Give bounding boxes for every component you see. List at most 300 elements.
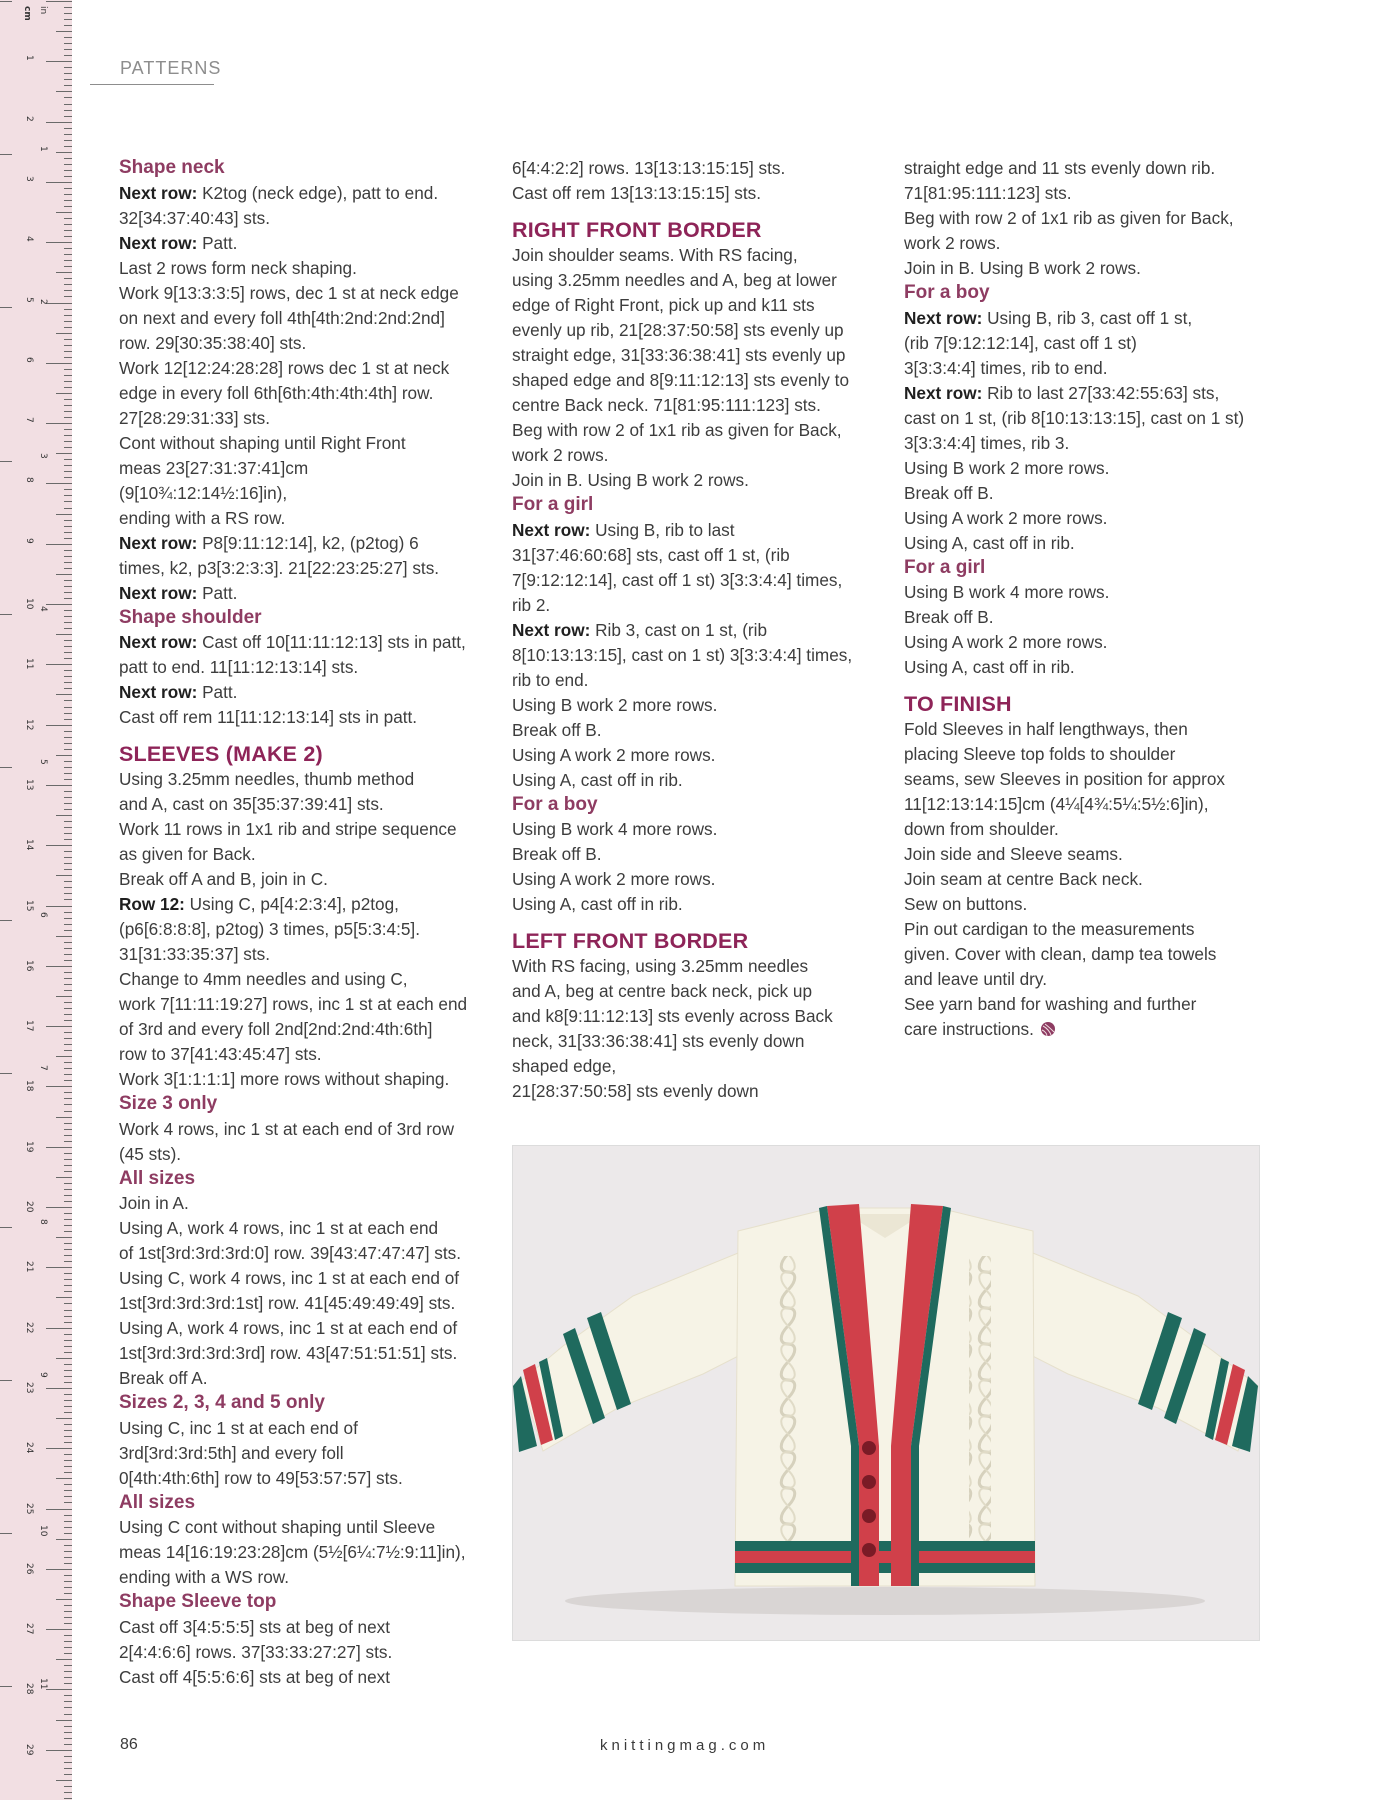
ruler-tick: [64, 568, 72, 569]
pattern-line: and leave until dry.: [904, 969, 1047, 989]
ruler-tick: [46, 604, 72, 605]
pattern-line: Using 3.25mm needles, thumb method: [119, 769, 415, 789]
row-instruction: Patt.: [197, 582, 238, 603]
ruler-tick: [64, 598, 72, 599]
ruler-tick: [64, 1008, 72, 1009]
text-column-2: [512, 156, 874, 1104]
ruler-tick: [64, 1153, 72, 1154]
ruler-tick: [64, 140, 72, 141]
pattern-line: 1st[3rd:3rd:3rd:1st] row. 41[45:49:49:49] sts.: [119, 1293, 456, 1313]
pattern-line: and A, beg at centre back neck, pick up: [512, 981, 813, 1001]
ruler-cm-label: 23: [24, 1381, 34, 1394]
pattern-line-with-label: [119, 531, 481, 556]
ruler-cm-label: 4: [24, 236, 34, 242]
ruler-tick: [64, 266, 72, 267]
ruler-tick: [64, 719, 72, 720]
ruler-tick: [64, 49, 72, 50]
pattern-line: Work 9[13:3:3:5] rows, dec 1 st at neck edge: [119, 282, 459, 303]
ruler-tick: [46, 1267, 72, 1268]
ruler-tick: [64, 1020, 72, 1021]
ruler-inch-tick: [0, 1, 12, 2]
pattern-line: Cast off 3[4:5:5:5] sts at beg of next: [119, 1616, 391, 1637]
pattern-line: Using C cont without shaping until Sleeve: [119, 1517, 436, 1537]
ruler-tick: [64, 1303, 72, 1304]
ruler-tick: [64, 1080, 72, 1081]
ruler-tick: [64, 688, 72, 689]
ruler-tick: [64, 1098, 72, 1099]
ruler-tick: [64, 1454, 72, 1455]
ruler-tick: [64, 713, 72, 714]
row-instruction: Using B, rib to last: [590, 519, 735, 540]
ruler-tick: [64, 1014, 72, 1015]
pattern-line: Join side and Sleeve seams.: [904, 844, 1123, 864]
subheading: Size 3 only: [119, 1093, 218, 1114]
ruler-tick: [64, 586, 72, 587]
row-label: Next row:: [119, 532, 198, 553]
ruler-tick: [46, 1448, 72, 1449]
pattern-line: ending with a WS row.: [119, 1567, 290, 1587]
ruler-tick: [64, 670, 72, 671]
text-column-1: [119, 156, 481, 1690]
ruler-tick: [56, 1720, 72, 1721]
ruler-tick: [64, 13, 72, 14]
pattern-line: placing Sleeve top folds to shoulder: [904, 744, 1176, 764]
ruler-inch-tick: [0, 614, 12, 615]
ruler-tick: [64, 893, 72, 894]
pattern-line: (rib 7[9:12:12:14], cast off 1 st): [904, 332, 1137, 353]
pattern-line: Fold Sleeves in half lengthways, then: [904, 719, 1188, 739]
ruler-cm-label: 13: [24, 778, 34, 791]
ruler-tick: [64, 869, 72, 870]
ruler-tick: [64, 459, 72, 460]
row-instruction: Patt.: [197, 232, 238, 253]
ruler-tick: [64, 658, 72, 659]
ruler-tick: [56, 1780, 72, 1781]
ruler-tick: [46, 423, 72, 424]
pattern-line: 0[4th:4th:6th] row to 49[53:57:57] sts.: [119, 1467, 403, 1488]
ruler-tick: [64, 1376, 72, 1377]
section-heading: LEFT FRONT BORDER: [512, 929, 749, 953]
ruler-inch-label: 5: [38, 759, 48, 765]
ruler-tick: [64, 1219, 72, 1220]
ruler-cm-label: 26: [24, 1562, 34, 1575]
ruler-tick: [64, 1062, 72, 1063]
ruler-cm-label: 10: [24, 598, 34, 610]
ruler-tick: [64, 236, 72, 237]
ruler-tick: [64, 1032, 72, 1033]
ruler-tick: [56, 875, 72, 876]
ruler-inch-label: 2: [38, 299, 48, 306]
pattern-line: row to 37[41:43:45:47] sts.: [119, 1044, 322, 1064]
ruler-tick: [64, 743, 72, 744]
ruler-tick: [56, 91, 72, 92]
pattern-line: Sew on buttons.: [904, 894, 1028, 914]
ruler-tick: [64, 682, 72, 683]
pattern-line-with-label: [904, 306, 1266, 331]
ruler-tick: [64, 1756, 72, 1757]
ruler-tick: [64, 339, 72, 340]
ruler-tick: [64, 731, 72, 732]
ruler-cm-label: 12: [24, 718, 34, 731]
pattern-line: seams, sew Sleeves in position for approx: [904, 769, 1225, 789]
ruler-tick: [64, 773, 72, 774]
pattern-line: Using A, cast off in rib.: [512, 894, 683, 914]
ruler-tick: [64, 1527, 72, 1528]
ruler-tick: [64, 1424, 72, 1425]
ruler-tick: [64, 1316, 72, 1317]
ruler-tick: [64, 1551, 72, 1552]
ruler-tick: [64, 1201, 72, 1202]
pattern-line: Join shoulder seams. With RS facing,: [512, 245, 798, 265]
ruler-tick: [64, 489, 72, 490]
ruler-tick: [46, 363, 72, 364]
ruler-tick: [64, 1738, 72, 1739]
row-instruction: Rib 3, cast on 1 st, (rib: [590, 619, 768, 640]
pattern-line: centre Back neck. 71[81:95:111:123] sts.: [512, 395, 821, 415]
ruler-tick: [64, 1400, 72, 1401]
pattern-line: 2[4:4:6:6] rows. 37[33:33:27:27] sts.: [119, 1641, 393, 1662]
pattern-line: Break off A.: [119, 1368, 208, 1388]
pattern-line: Cast off 4[5:5:6:6] sts at beg of next: [119, 1666, 391, 1687]
measuring-ruler: [0, 0, 72, 1800]
ruler-cm-label: 7: [24, 417, 34, 423]
ruler-tick: [64, 1786, 72, 1787]
ruler-tick: [56, 815, 72, 816]
ruler-cm-label: 20: [24, 1201, 34, 1213]
ruler-tick: [64, 737, 72, 738]
ruler-tick: [64, 230, 72, 231]
ruler-tick: [64, 676, 72, 677]
pattern-line: Using A, cast off in rib.: [904, 532, 1075, 553]
ruler-tick: [64, 700, 72, 701]
pattern-line: straight edge and 11 sts evenly down rib.: [904, 158, 1216, 178]
ruler-inch-label: 7: [38, 1065, 48, 1072]
ruler-tick: [64, 918, 72, 919]
pattern-line: Work 12[12:24:28:28] rows dec 1 st at neck: [119, 357, 450, 378]
button-4: [862, 1543, 876, 1557]
ruler-tick: [64, 1002, 72, 1003]
ruler-tick: [56, 1297, 72, 1298]
ruler-tick: [64, 1575, 72, 1576]
button-3: [862, 1509, 876, 1523]
ruler-tick: [64, 652, 72, 653]
ruler-tick: [56, 333, 72, 334]
ruler-cm-label: 8: [24, 477, 34, 484]
ruler-cm-label: 11: [24, 658, 34, 670]
ruler-tick: [64, 1370, 72, 1371]
ruler-tick: [64, 1563, 72, 1564]
ruler-tick: [64, 954, 72, 955]
ruler-tick: [64, 1322, 72, 1323]
ruler-tick: [64, 1255, 72, 1256]
ruler-tick: [64, 387, 72, 388]
ruler-tick: [46, 61, 72, 62]
ruler-inch-label: 9: [38, 1371, 48, 1378]
pattern-line: and k8[9:11:12:13] sts evenly across Back: [512, 1006, 833, 1026]
ruler-tick: [46, 303, 72, 304]
ruler-cm-label: 17: [24, 1020, 34, 1032]
ruler-cm-label: 19: [24, 1140, 34, 1153]
ruler-cm-label: 9: [24, 537, 34, 544]
ruler-tick: [64, 1533, 72, 1534]
subheading: Shape Sleeve top: [119, 1591, 277, 1612]
ruler-tick: [64, 315, 72, 316]
pattern-line: meas 14[16:19:23:28]cm (5½[6¼:7½:9:11]in),: [119, 1542, 466, 1562]
ruler-tick: [64, 1171, 72, 1172]
ruler-tick: [64, 1605, 72, 1606]
ruler-cm-label: 21: [24, 1261, 34, 1273]
ruler-tick: [46, 242, 72, 243]
pattern-line: Break off A and B, join in C.: [119, 869, 328, 889]
ruler-tick: [64, 556, 72, 557]
ruler-tick: [64, 526, 72, 527]
subheading: For a girl: [904, 556, 986, 578]
subheading: All sizes: [119, 1167, 196, 1189]
ruler-inch-tick: [0, 767, 12, 768]
ruler-tick: [64, 508, 72, 509]
ruler-tick: [64, 1683, 72, 1684]
ruler-inch-tick: [0, 1533, 12, 1534]
section-heading: SLEEVES (MAKE 2): [119, 742, 323, 766]
section-heading: TO FINISH: [904, 692, 1012, 716]
ruler-inch-tick: [0, 1073, 12, 1074]
ruler-tick: [64, 562, 72, 563]
ruler-tick: [64, 1545, 72, 1546]
pattern-line: Break off B.: [904, 482, 994, 503]
ruler-tick: [64, 1340, 72, 1341]
pattern-line: Cont without shaping until Right Front: [119, 432, 406, 453]
pattern-line: 8[10:13:13:15], cast on 1 st) 3[3:3:4:4] times,: [512, 644, 853, 665]
pattern-line: shaped edge,: [512, 1056, 617, 1076]
site-url: knittingmag.com: [600, 1737, 770, 1754]
ruler-tick: [46, 1569, 72, 1570]
ruler-tick: [64, 791, 72, 792]
ruler-tick: [64, 158, 72, 159]
ruler-tick: [64, 1285, 72, 1286]
subheading: All sizes: [119, 1491, 196, 1513]
ruler-tick: [64, 1038, 72, 1039]
ruler-tick: [64, 803, 72, 804]
ruler-tick: [64, 369, 72, 370]
section-label: PATTERNS: [120, 58, 222, 78]
ruler-tick: [64, 972, 72, 973]
ruler-tick: [64, 435, 72, 436]
ruler-tick: [64, 1382, 72, 1383]
ruler-tick: [64, 1334, 72, 1335]
ruler-tick: [56, 755, 72, 756]
ruler-tick: [46, 1328, 72, 1329]
ruler-tick: [64, 924, 72, 925]
ruler-tick: [46, 906, 72, 907]
ruler-tick: [64, 1165, 72, 1166]
ruler-tick: [64, 1195, 72, 1196]
row-instruction: Using C, p4[4:2:3:4], p2tog,: [184, 894, 399, 914]
ruler-tick: [64, 839, 72, 840]
ruler-tick: [64, 1732, 72, 1733]
pattern-line: using 3.25mm needles and A, beg at lower: [512, 270, 837, 290]
pattern-line: Using A work 2 more rows.: [904, 632, 1108, 652]
ruler-tick: [56, 634, 72, 635]
pattern-line-with-label: [119, 680, 481, 705]
ruler-tick: [64, 1466, 72, 1467]
ruler-tick: [64, 749, 72, 750]
ruler-tick: [64, 1231, 72, 1232]
pattern-line: Cast off rem 13[13:13:15:15] sts.: [512, 183, 762, 203]
ruler-tick: [64, 19, 72, 20]
pattern-line: neck, 31[33:36:38:41] sts evenly down: [512, 1031, 805, 1051]
pattern-line: Using A work 2 more rows.: [904, 507, 1108, 528]
ruler-tick: [64, 25, 72, 26]
ruler-tick: [64, 1587, 72, 1588]
button-2: [862, 1475, 876, 1489]
subheading: Sizes 2, 3, 4 and 5 only: [119, 1392, 325, 1413]
pattern-line: With RS facing, using 3.25mm needles: [512, 956, 809, 976]
ruler-cm-label: 5: [24, 296, 34, 303]
ruler-cm-label: 2: [24, 115, 34, 122]
pattern-line-with-label: [119, 231, 481, 256]
ruler-tick: [64, 381, 72, 382]
pattern-line: Using A, work 4 rows, inc 1 st at each end of: [119, 1318, 458, 1338]
ruler-tick: [64, 260, 72, 261]
pattern-line: Change to 4mm needles and using C,: [119, 969, 408, 989]
pattern-line: edge in every foll 6th[6th:4th:4th:4th] row.: [119, 382, 434, 403]
ruler-tick: [64, 43, 72, 44]
pattern-line: Work 11 rows in 1x1 rib and stripe sequence: [119, 819, 457, 839]
ruler-cm-label: 1: [24, 55, 34, 62]
ruler-inch-tick: [0, 920, 12, 921]
ruler-tick: [64, 1647, 72, 1648]
ruler-tick: [64, 1092, 72, 1093]
pattern-line: work 7[11:11:19:27] rows, inc 1 st at each end: [119, 994, 468, 1014]
ruler-tick: [64, 1635, 72, 1636]
pattern-line: Using C, work 4 rows, inc 1 st at each end of: [119, 1268, 460, 1288]
ruler-tick: [64, 1261, 72, 1262]
pattern-line: given. Cover with clean, damp tea towels: [904, 944, 1217, 964]
pattern-line: Join in B. Using B work 2 rows.: [904, 258, 1141, 278]
ruler-tick: [56, 453, 72, 454]
ruler-tick: [64, 97, 72, 98]
ruler-tick: [56, 1237, 72, 1238]
ruler-tick: [64, 550, 72, 551]
section-divider: [90, 84, 214, 85]
pattern-line: work 2 rows.: [512, 445, 609, 465]
ruler-tick: [64, 1502, 72, 1503]
ruler-tick: [64, 1249, 72, 1250]
ruler-tick: [64, 1701, 72, 1702]
ruler-tick: [64, 218, 72, 219]
ruler-tick: [64, 194, 72, 195]
ruler-tick: [46, 1147, 72, 1148]
pattern-line: 31[31:33:35:37] sts.: [119, 944, 270, 964]
pattern-line: Join seam at centre Back neck.: [904, 869, 1143, 889]
ruler-tick: [64, 1472, 72, 1473]
ruler-tick: [64, 248, 72, 249]
ruler-tick: [46, 966, 72, 967]
ruler-tick: [56, 1358, 72, 1359]
subheading: Shape shoulder: [119, 606, 262, 628]
ruler-tick: [64, 1726, 72, 1727]
pattern-line: Using A work 2 more rows.: [512, 744, 716, 765]
ruler-tick: [64, 881, 72, 882]
pattern-line-with-label: [512, 518, 874, 543]
ruler-tick: [64, 411, 72, 412]
ruler-tick: [64, 206, 72, 207]
ruler-tick: [64, 290, 72, 291]
ruler-tick: [64, 948, 72, 949]
pattern-line-with-label: [904, 381, 1266, 406]
ruler-tick: [64, 1310, 72, 1311]
ruler-tick: [64, 1714, 72, 1715]
pattern-line: 3[3:3:4:4] times, rib to end.: [904, 357, 1108, 378]
ruler-tick: [64, 79, 72, 80]
ruler-inch-tick: [0, 307, 12, 308]
ruler-tick: [46, 544, 72, 545]
ruler-tick: [64, 1135, 72, 1136]
row-label: Next row:: [119, 682, 198, 702]
ruler-tick: [64, 592, 72, 593]
pattern-line: Using A, cast off in rib.: [904, 657, 1075, 677]
ruler-tick: [64, 465, 72, 466]
ruler-tick: [64, 580, 72, 581]
ruler-tick: [56, 694, 72, 695]
ruler-tick: [64, 1129, 72, 1130]
pattern-line: meas 23[27:31:37:41]cm (9[10¾:12:14½:16]in),: [119, 457, 309, 503]
ruler-tick: [64, 495, 72, 496]
pattern-line: Break off B.: [512, 844, 602, 864]
ruler-tick: [56, 1418, 72, 1419]
ruler-tick: [56, 936, 72, 937]
ruler-tick: [64, 1671, 72, 1672]
ruler-cm-label: 22: [24, 1321, 34, 1334]
ruler-tick: [56, 272, 72, 273]
ruler-tick: [64, 441, 72, 442]
ruler-cm-label: 6: [24, 356, 34, 363]
pattern-line: Last 2 rows form neck shaping.: [119, 257, 357, 278]
ruler-tick: [64, 532, 72, 533]
ruler-tick: [64, 309, 72, 310]
row-instruction: K2tog (neck edge), patt to end.: [197, 182, 439, 203]
ruler-inch-tick: [0, 1227, 12, 1228]
ruler-tick: [64, 1695, 72, 1696]
text-column-3: [904, 156, 1266, 1042]
ruler-tick: [64, 1243, 72, 1244]
pattern-line: edge of Right Front, pick up and k11 sts: [512, 295, 815, 315]
ruler-tick: [64, 278, 72, 279]
ruler-tick: [64, 357, 72, 358]
row-label: Next row:: [119, 632, 198, 652]
pattern-line: evenly up rib, 21[28:37:50:58] sts evenly up: [512, 320, 844, 340]
ruler-tick: [64, 1623, 72, 1624]
pattern-line: cast on 1 st, (rib 8[10:13:13:15], cast on 1 st): [904, 407, 1245, 428]
ruler-tick: [64, 429, 72, 430]
ruler-cm-label: 24: [24, 1442, 34, 1454]
pattern-line: Beg with row 2 of 1x1 rib as given for Back,: [512, 420, 842, 440]
ruler-tick: [64, 1762, 72, 1763]
pattern-line-with-label: [119, 181, 481, 206]
pattern-line: 32[34:37:40:43] sts.: [119, 207, 270, 228]
pattern-line: on next and every foll 4th[4th:2nd:2nd:2nd]: [119, 307, 445, 328]
ruler-tick: [64, 55, 72, 56]
ruler-tick: [64, 417, 72, 418]
ruler-tick: [64, 399, 72, 400]
row-label: Next row:: [904, 382, 983, 403]
pattern-line: Beg with row 2 of 1x1 rib as given for Back,: [904, 208, 1234, 228]
pattern-line: as given for Back.: [119, 844, 256, 864]
ruler-tick: [64, 1496, 72, 1497]
ruler-tick: [64, 538, 72, 539]
ruler-tick: [64, 1213, 72, 1214]
pattern-line: ending with a RS row.: [119, 507, 286, 528]
